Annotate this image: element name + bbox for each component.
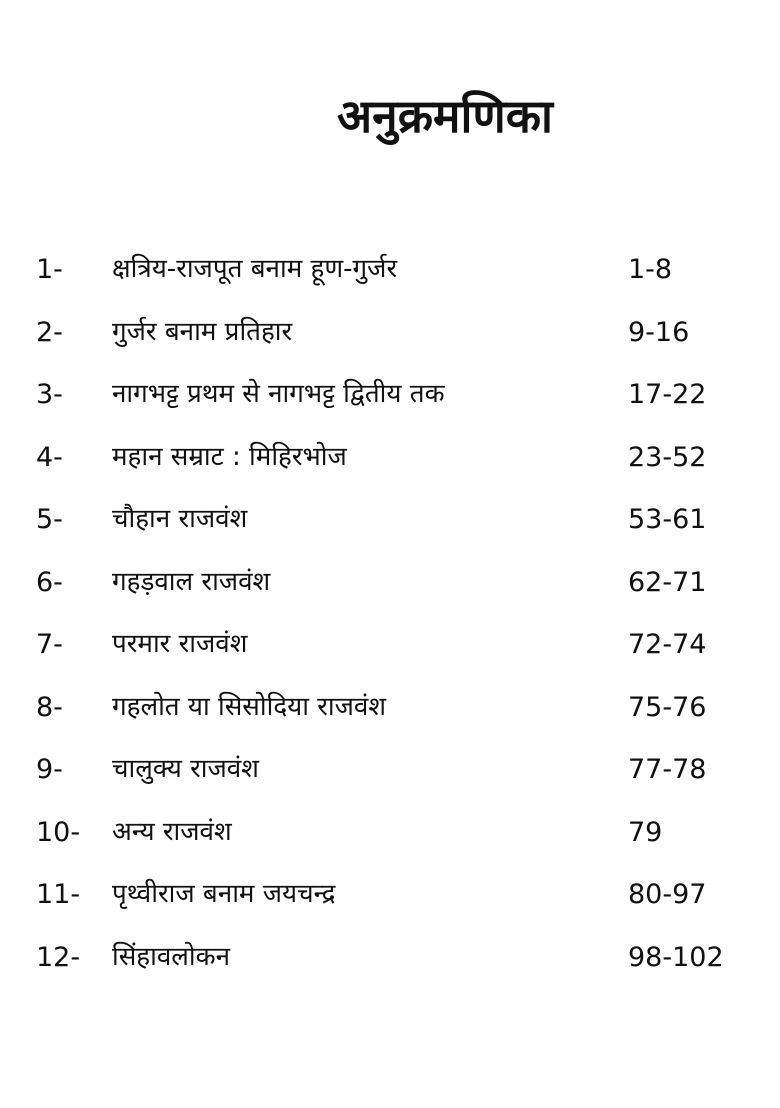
page-range: 79 <box>628 816 663 848</box>
toc-row <box>0 369 780 432</box>
chapter-number: 8- <box>36 691 63 723</box>
chapter-title: सिंहावलोकन <box>112 941 231 972</box>
toc-row <box>0 432 780 495</box>
page-range: 75-76 <box>628 691 707 723</box>
chapter-number: 5- <box>36 504 63 535</box>
chapter-number: 3- <box>36 379 63 410</box>
toc-list <box>0 244 780 994</box>
chapter-number: 6- <box>36 566 63 598</box>
page-range: 53-61 <box>628 504 707 535</box>
toc-row <box>0 244 780 307</box>
chapter-number: 7- <box>36 629 63 660</box>
toc-row <box>0 807 780 870</box>
toc-row <box>0 307 780 370</box>
toc-row <box>0 869 780 932</box>
chapter-number: 2- <box>36 316 63 348</box>
chapter-title: पृथ्वीराज बनाम जयचन्द्र <box>112 879 336 909</box>
toc-row <box>0 682 780 745</box>
chapter-title: गहड़वाल राजवंश <box>112 566 271 597</box>
toc-row <box>0 494 780 557</box>
page-title: अनुक्रमणिका <box>337 89 553 143</box>
toc-row <box>0 932 780 995</box>
chapter-title: गुर्जर बनाम प्रतिहार <box>112 316 293 347</box>
page-range: 80-97 <box>628 879 707 910</box>
page-range: 23-52 <box>628 441 707 473</box>
chapter-number: 9- <box>36 754 63 785</box>
chapter-number: 10- <box>36 816 81 848</box>
page-range: 98-102 <box>628 941 724 973</box>
chapter-title: नागभट्ट प्रथम से नागभट्ट द्वितीय तक <box>112 379 445 409</box>
page-range: 9-16 <box>628 316 690 348</box>
chapter-title: परमार राजवंश <box>112 629 248 659</box>
chapter-title: गहलोत या सिसोदिया राजवंश <box>112 691 387 722</box>
chapter-number: 4- <box>36 441 63 473</box>
page-range: 1-8 <box>628 254 673 285</box>
chapter-title: अन्य राजवंश <box>112 816 232 847</box>
toc-row <box>0 744 780 807</box>
page-range: 77-78 <box>628 754 707 785</box>
chapter-number: 12- <box>36 941 81 973</box>
toc-row <box>0 557 780 620</box>
page-range: 17-22 <box>628 379 707 410</box>
chapter-title: चौहान राजवंश <box>112 504 248 534</box>
chapter-number: 11- <box>36 879 81 910</box>
chapter-title: चालुक्य राजवंश <box>112 754 259 784</box>
page-range: 72-74 <box>628 629 707 660</box>
chapter-title: महान सम्राट : मिहिरभोज <box>112 441 347 472</box>
chapter-number: 1- <box>36 254 63 285</box>
chapter-title: क्षत्रिय-राजपूत बनाम हूण-गुर्जर <box>112 254 398 284</box>
toc-row <box>0 619 780 682</box>
page-range: 62-71 <box>628 566 707 598</box>
